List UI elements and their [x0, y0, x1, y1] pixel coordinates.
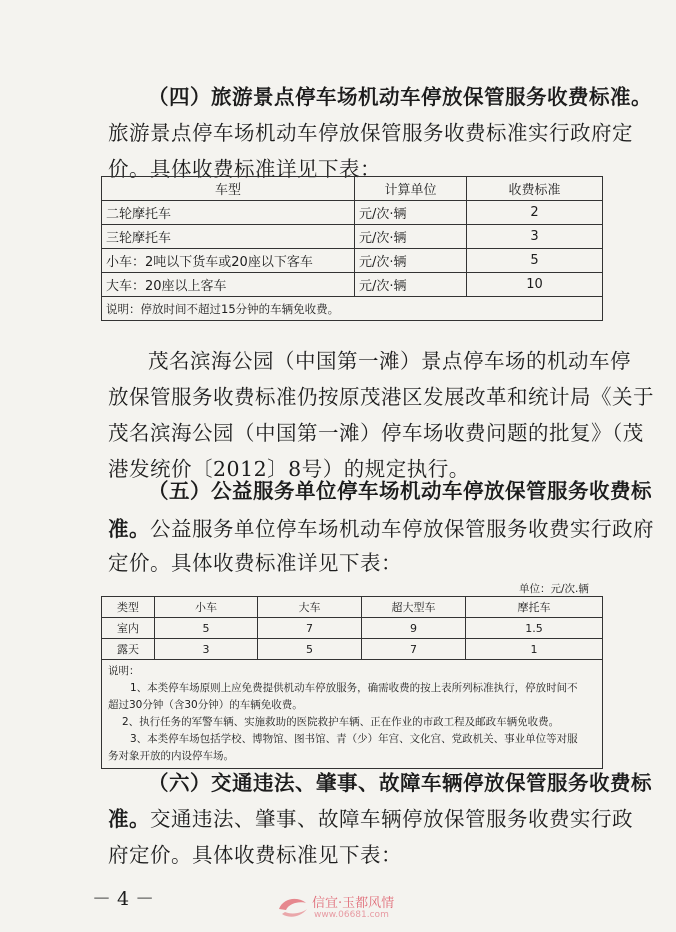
table-header-row	[102, 177, 603, 201]
table-cell: 二轮摩托车	[102, 201, 355, 225]
maoming-line1: 茂名滨海公园（中国第一滩）景点停车场的机动车停	[148, 349, 631, 373]
maoming-line3: 茂名滨海公园（中国第一滩）停车场收费问题的批复》（茂	[108, 421, 644, 445]
note-line: 说明：	[108, 665, 140, 677]
table-cell: 10	[467, 273, 603, 297]
table-header-cell: 类型	[102, 597, 155, 618]
table-row	[102, 249, 603, 273]
table-header-cell: 超大型车	[362, 597, 466, 618]
table-note-row	[102, 297, 603, 321]
table-header-cell: 大车	[258, 597, 362, 618]
note-line: 务对象开放的内设停车场。	[108, 750, 234, 762]
watermark-url: www.06681.com	[314, 910, 389, 920]
note-line: 1、本类停车场原则上应免费提供机动车停放服务，确需收费的按上表所列标准执行，停放时间不	[130, 682, 578, 694]
parking-fee-table-public	[101, 596, 603, 769]
table-header-cell: 摩托车	[466, 597, 603, 618]
table-cell: 室内	[102, 618, 155, 639]
table-cell: 7	[258, 618, 362, 639]
table-cell: 5	[155, 618, 258, 639]
table-cell: 1	[466, 639, 603, 660]
note-line: 超过30分钟（含30分钟）的车辆免收费。	[108, 699, 303, 711]
section6-line2-text: 交通违法、肇事、故障车辆停放保管服务收费实行政	[150, 807, 633, 831]
section6-heading-line1: （六）交通违法、肇事、故障车辆停放保管服务收费标	[148, 771, 652, 795]
maoming-line2: 放保管服务收费标准仍按原茂港区发展改革和统计局《关于	[108, 385, 654, 409]
watermark-logo-icon	[276, 894, 310, 920]
section5-line2-text: 公益服务单位停车场机动车停放保管服务收费实行政府	[150, 517, 654, 541]
table-cell: 元/次·辆	[355, 249, 467, 273]
table-header-cell: 小车	[155, 597, 258, 618]
table-cell: 3	[155, 639, 258, 660]
table-header-cell: 计算单位	[355, 177, 467, 201]
section4-line1: 旅游景点停车场机动车停放保管服务收费标准实行政府定	[108, 121, 633, 145]
table-note: 说明：停放时间不超过15分钟的车辆免收费。	[102, 297, 603, 321]
table2-unit-label: 单位：元/次.辆	[519, 583, 589, 595]
section6-heading-end: 准。	[108, 807, 150, 831]
note-line: 3、本类停车场包括学校、博物馆、图书馆、青（少）年宫、文化宫、党政机关、事业单位等对服	[130, 733, 578, 745]
section5-heading-line1: （五）公益服务单位停车场机动车停放保管服务收费标	[148, 479, 652, 503]
table-cell: 1.5	[466, 618, 603, 639]
section4-line2: 价。具体收费标准详见下表：	[108, 157, 381, 181]
maoming-line4: 港发统价〔2012〕8号）的规定执行。	[108, 457, 470, 481]
table-row	[102, 201, 603, 225]
table-cell: 5	[258, 639, 362, 660]
table-header-cell: 车型	[102, 177, 355, 201]
table-cell: 元/次·辆	[355, 273, 467, 297]
table-cell: 元/次·辆	[355, 225, 467, 249]
table-cell: 三轮摩托车	[102, 225, 355, 249]
parking-fee-table-tourist	[101, 176, 603, 321]
section5-heading-end: 准。	[108, 517, 150, 541]
table-row	[102, 639, 603, 660]
table-notes	[102, 660, 603, 769]
table-cell: 元/次·辆	[355, 201, 467, 225]
table-cell: 露天	[102, 639, 155, 660]
table-cell: 5	[467, 249, 603, 273]
table-row	[102, 273, 603, 297]
table-row	[102, 618, 603, 639]
table-cell: 9	[362, 618, 466, 639]
page-number: － 4 －	[92, 888, 155, 910]
table-row	[102, 225, 603, 249]
table-cell: 大车：20座以上客车	[102, 273, 355, 297]
table-cell: 小车：2吨以下货车或20座以下客车	[102, 249, 355, 273]
table-note-row	[102, 660, 603, 769]
table-header-cell: 收费标准	[467, 177, 603, 201]
section5-line3: 定价。具体收费标准详见下表：	[108, 551, 402, 575]
section6-line3: 府定价。具体收费标准见下表：	[108, 843, 402, 867]
note-line: 2、执行任务的军警车辆、实施救助的医院救护车辆、正在作业的市政工程及邮政车辆免收费。	[122, 716, 560, 728]
watermark-text: 信宜·玉都风情	[312, 896, 395, 911]
table-cell: 7	[362, 639, 466, 660]
table-header-row	[102, 597, 603, 618]
table-cell: 3	[467, 225, 603, 249]
table-cell: 2	[467, 201, 603, 225]
section4-heading: （四）旅游景点停车场机动车停放保管服务收费标准。	[148, 85, 652, 109]
site-watermark	[276, 892, 446, 926]
